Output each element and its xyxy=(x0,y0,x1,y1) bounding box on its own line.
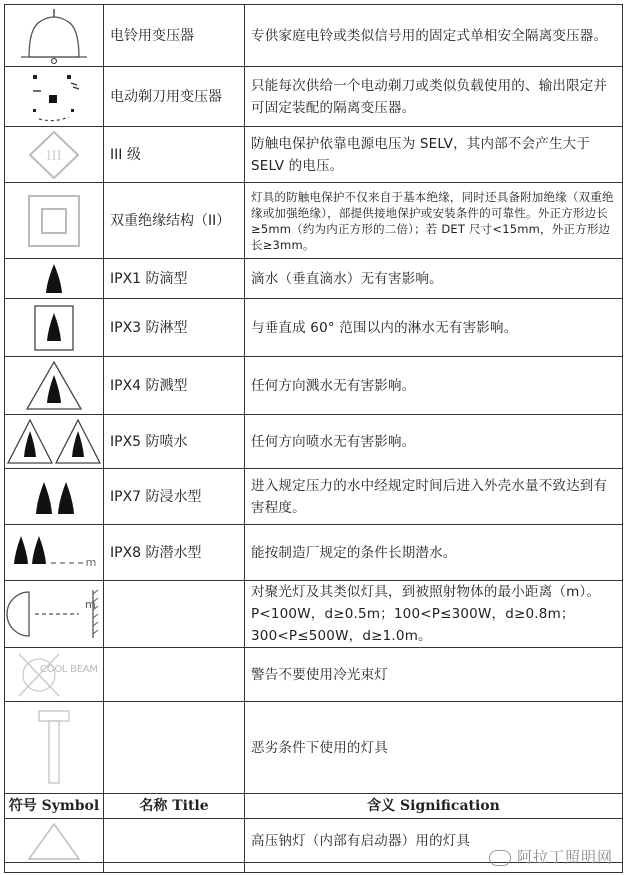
row-desc: 高压钠灯（内部有启动器）用的灯具 xyxy=(245,819,623,863)
symbol-cell xyxy=(5,67,104,127)
ipx8-mark: m xyxy=(85,555,97,569)
row-name: 电动剃刀用变压器 xyxy=(104,67,245,127)
table-row xyxy=(5,702,623,794)
row-desc: 只能每次供给一个电动剃刀或类似负载使用的、输出限定并可固定装配的隔离变压器。 xyxy=(245,67,623,127)
symbol-cell xyxy=(5,127,104,183)
row-name: IPX8 防潜水型 xyxy=(104,525,245,581)
watertight-icon xyxy=(11,472,97,522)
symbol-cell xyxy=(5,581,104,648)
header-meaning: 含义 Signification xyxy=(245,794,623,819)
svg-text:III: III xyxy=(46,148,62,164)
table-row xyxy=(5,469,623,525)
bell-icon xyxy=(11,7,97,65)
row-desc: 专供家庭电铃或类似信号用的固定式单相安全隔离变压器。 xyxy=(245,5,623,67)
symbol-cell xyxy=(5,415,104,469)
table-row xyxy=(5,127,623,183)
watermark xyxy=(489,846,613,867)
row-desc: 警告不要使用冷光束灯 xyxy=(245,648,623,702)
symbol-cell xyxy=(5,357,104,415)
row-desc: 能按制造厂规定的条件长期潜水。 xyxy=(245,525,623,581)
row-desc: 任何方向溅水无有害影响。 xyxy=(245,357,623,415)
row-name: 电铃用变压器 xyxy=(104,5,245,67)
row-desc: 防触电保护依靠电源电压为 SELV，其内部不会产生大于 SELV 的电压。 xyxy=(245,127,623,183)
header-title: 名称 Title xyxy=(104,794,245,819)
symbol-cell xyxy=(5,648,104,702)
symbol-cell xyxy=(5,702,104,794)
table-row xyxy=(5,648,623,702)
rough-service-icon xyxy=(11,705,97,791)
row-name xyxy=(104,702,245,794)
splash-proof-icon xyxy=(11,359,97,413)
table-row xyxy=(5,5,623,67)
row-desc: 灯具的防触电保护不仅来自于基本绝缘，同时还具备附加绝缘（双重绝缘或加强绝缘），部提供接地保护或安装条件的可靠性。外正方形边长≥5mm（约为内正方形的二倍）；若 DET 尺寸<15mm，外正方形边长≥3mm。 xyxy=(245,183,623,259)
row-desc: 进入规定压力的水中经规定时间后进入外壳水量不致达到有害程度。 xyxy=(245,469,623,525)
row-name: 双重绝缘结构（II） xyxy=(104,183,245,259)
class-iii-icon xyxy=(11,129,97,181)
cool-beam-icon xyxy=(5,650,103,700)
table-row xyxy=(5,299,623,357)
min-distance-icon xyxy=(5,584,103,644)
symbol-cell xyxy=(5,183,104,259)
hps-icon xyxy=(11,821,97,861)
table-row xyxy=(5,357,623,415)
row-desc: 恶劣条件下使用的灯具 xyxy=(245,702,623,794)
row-name: III 级 xyxy=(104,127,245,183)
row-name: IPX5 防喷水 xyxy=(104,415,245,469)
watermark-text: 阿拉丁照明网 xyxy=(516,848,613,866)
double-insulation-icon xyxy=(11,188,97,254)
table-row xyxy=(5,415,623,469)
table-row xyxy=(5,183,623,259)
row-name: IPX7 防浸水型 xyxy=(104,469,245,525)
row-name xyxy=(104,581,245,648)
rain-proof-icon xyxy=(11,301,97,355)
table-row xyxy=(5,67,623,127)
row-desc: 对聚光灯及其类似灯具，到被照射物体的最小距离（m）。P<100W，d≥0.5m；100<P≤300W，d≥0.8m；300<P≤500W，d≥1.0m。 xyxy=(245,581,623,648)
distance-unit: m xyxy=(85,598,96,611)
table-row xyxy=(5,525,623,581)
row-name xyxy=(104,648,245,702)
jet-proof-icon xyxy=(6,417,102,467)
symbol-cell xyxy=(5,259,104,299)
symbol-cell xyxy=(5,819,104,863)
symbol-cell xyxy=(5,525,104,581)
symbol-cell xyxy=(5,299,104,357)
wechat-icon xyxy=(489,850,511,866)
table-header xyxy=(5,794,623,819)
row-name: IPX1 防滴型 xyxy=(104,259,245,299)
row-desc: 与垂直成 60° 范围以内的淋水无有害影响。 xyxy=(245,299,623,357)
table-row xyxy=(5,259,623,299)
drip-proof-icon xyxy=(11,261,97,297)
submersible-icon xyxy=(5,528,103,578)
row-name: IPX3 防淋型 xyxy=(104,299,245,357)
row-desc: 滴水（垂直滴水）无有害影响。 xyxy=(245,259,623,299)
shaver-icon xyxy=(11,69,97,125)
table-row xyxy=(5,581,623,648)
symbol-cell xyxy=(5,469,104,525)
cool-beam-text: COOL BEAM xyxy=(40,663,98,675)
symbol-cell xyxy=(5,5,104,67)
row-desc: 任何方向喷水无有害影响。 xyxy=(245,415,623,469)
row-name: IPX4 防溅型 xyxy=(104,357,245,415)
header-symbol: 符号 Symbol xyxy=(5,794,104,819)
symbol-table xyxy=(4,4,623,873)
row-name xyxy=(104,819,245,863)
